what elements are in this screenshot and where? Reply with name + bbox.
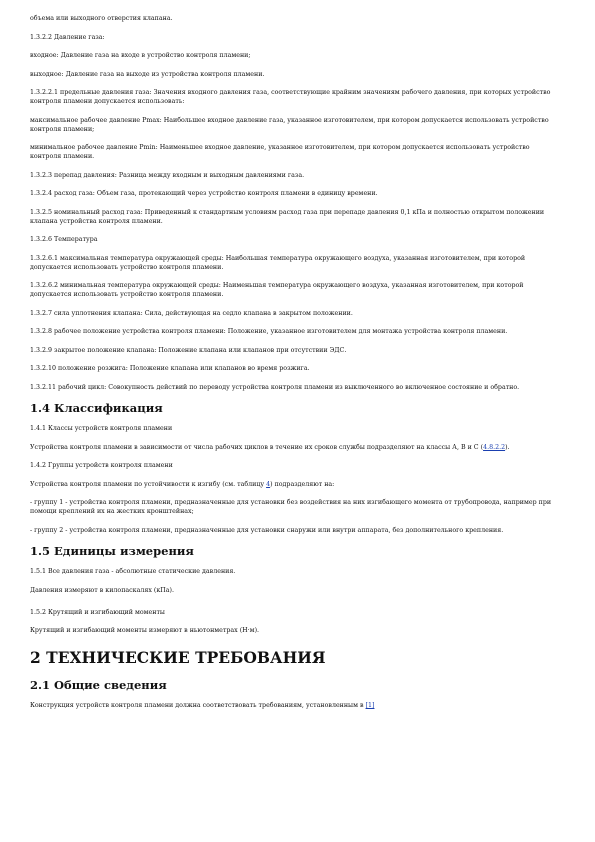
section-heading-general: 2.1 Общие сведения xyxy=(30,678,167,692)
paragraph xyxy=(30,443,557,452)
paragraph: 1.4.2 Группы устройств контроля пламени xyxy=(30,462,173,469)
paragraph: выходное: Давление газа на выходе из устройства контроля пламени. xyxy=(30,70,265,78)
reference-link[interactable]: [1] xyxy=(365,702,375,709)
paragraph: 1.3.2.6 Температура xyxy=(30,236,98,243)
paragraph: 1.3.2.3 перепад давления: Разница между входным и выходным давлениями газа. xyxy=(30,171,305,179)
text: Конструкция устройств контроля пламени должна соответствовать требованиям, установленным в xyxy=(30,702,366,709)
paragraph: 1.3.2.6.1 максимальная температура окружающей среды: Наибольшая температура окружающего воздуха, указанная изготовителем, при которой допускается использовать устройство контроля пламени. xyxy=(30,254,526,271)
text: ) подразделяют на: xyxy=(270,480,335,488)
paragraph: 1.3.2.9 закрытое положение клапана: Положение клапана или клапанов при отсутствии ЭДС. xyxy=(30,346,347,354)
paragraph: 1.5.2 Крутящий и изгибающий моменты xyxy=(30,608,165,616)
clause-link[interactable]: 4.8.2.2 xyxy=(483,443,506,451)
paragraph: максимальное рабочее давление Pmax: Наибольшее входное давление газа, указанное изготовителем, при котором допускается использовать устройство контроля пламени; xyxy=(30,116,549,133)
paragraph: 1.3.2.10 положение розжига: Положение клапана или клапанов во время розжига. xyxy=(30,365,310,372)
table-link[interactable]: 4 xyxy=(266,480,271,488)
paragraph: 1.4.1 Классы устройств контроля пламени xyxy=(30,425,173,432)
text: Устройства контроля пламени по устойчивости к изгибу (см. таблицу xyxy=(30,480,267,488)
paragraph: 1.5.1 Все давления газа - абсолютные статические давления. xyxy=(30,568,236,575)
paragraph: - группу 2 - устройства контроля пламени, предназначенные для установки снаружи или внутри аппарата, без дополнительного крепления. xyxy=(30,526,504,534)
paragraph: 1.3.2.6.2 минимальная температура окружающей среды: Наименьшая температура окружающего воздуха, указанная изготовителем, при которой допускается использовать устройство контроля пламени. xyxy=(30,282,524,298)
paragraph: 1.3.2.7 сила уплотнения клапана: Сила, действующая на седло клапана в закрытом положении. xyxy=(30,309,353,317)
paragraph: объема или выходного отверстия клапана. xyxy=(30,15,173,22)
chapter-heading-technical-requirements: 2 ТЕХНИЧЕСКИЕ ТРЕБОВАНИЯ xyxy=(30,648,326,667)
paragraph: 1.3.2.11 рабочий цикл: Совокупность действий по переводу устройства контроля пламени из выключенного во включенное состояние и обратно. xyxy=(30,383,520,391)
paragraph: 1.3.2.2.1 предельные давления газа: Значения входного давления газа, соответствующие крайним значениям рабочего давления, при которых устройство контроля пламени допускается использовать: xyxy=(30,89,551,105)
paragraph: - группу 1 - устройства контроля пламени, предназначенные для установки без воздействия на них изгибающего момента от трубопровода, например при помощи креплений их на жестких кронштейнах; xyxy=(30,499,552,515)
section-heading-units: 1.5 Единицы измерения xyxy=(30,544,194,558)
paragraph xyxy=(30,480,557,489)
paragraph: 1.3.2.5 номинальный расход газа: Приведенный к стандартным условиям расход газа при перепаде давления 0,1 кПа и полностью открытом положении клапана устройства контроля пламени. xyxy=(30,208,545,225)
paragraph: 1.3.2.8 рабочее положение устройства контроля пламени: Положение, указанное изготовителем для монтажа устройства контроля пламени. xyxy=(30,328,508,335)
text: ). xyxy=(505,443,510,451)
paragraph: Крутящий и изгибающий моменты измеряют в ньютонметрах (Н·м). xyxy=(30,627,260,634)
paragraph: Давления измеряют в килопаскалях (кПа). xyxy=(30,586,174,594)
paragraph: 1.3.2.4 расход газа: Объем газа, протекающий через устройство контроля пламени в единицу времени. xyxy=(30,190,378,197)
paragraph xyxy=(30,701,557,710)
paragraph: входное: Давление газа на входе в устройство контроля пламени; xyxy=(30,52,251,59)
paragraph: минимальное рабочее давление Pmin: Наименьшее входное давление, указанное изготовителем, при котором допускается использовать устройство контроля пламени. xyxy=(30,144,530,160)
section-heading-classification: 1.4 Классификация xyxy=(30,401,163,415)
text: Устройства контроля пламени в зависимости от числа рабочих циклов в течение их сроков службы подразделяют на классы А, В и С ( xyxy=(30,443,484,451)
paragraph: 1.3.2.2 Давление газа: xyxy=(30,33,105,41)
